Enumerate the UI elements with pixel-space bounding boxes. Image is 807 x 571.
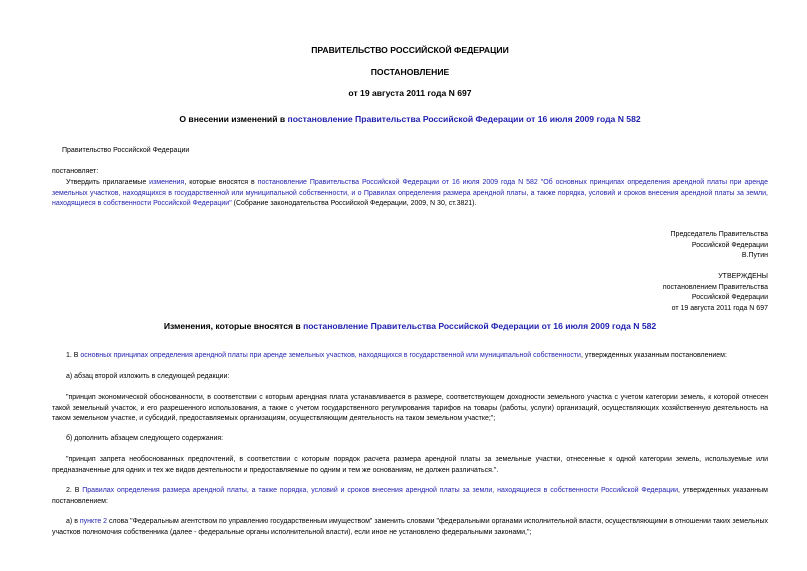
item2-text-b: , утвержденных указанным постановлением:: [52, 487, 768, 505]
p1-text-c: (Собрание законодательства Российской Федерации, 2009, N 30, ст.3821).: [231, 200, 477, 208]
issuer: Правительство Российской Федерации: [62, 147, 190, 154]
item2-link[interactable]: Правилах определения размера арендной платы, а также порядка, условий и сроков внесения арендной платы за земли, находящиеся в собственности Российской Федерации: [82, 487, 679, 494]
item2a-text-a: а) в: [66, 518, 80, 525]
item-2a: [52, 517, 768, 538]
doc-type-heading: ПОСТАНОВЛЕНИЕ: [370, 67, 450, 77]
item2a-link[interactable]: пункте 2: [79, 518, 108, 525]
doc-date: от 19 августа 2011 года N 697: [348, 88, 472, 98]
p1-text-b: , которые вносятся в: [184, 179, 258, 186]
quote-1: "принцип экономической обоснованности, в соответствии с которым арендная плата устанавливается в размере, соответствующем доходности земельного участка с учетом категории земель, к которой отнесен такой земельный участок, и его разрешенного использования, а также с учетом государственного регулирования тарифов на товары (работы, услуги) организаций, осуществляющих хозяйственную деятельность на таком земельном участке, и субсидий, предоставляемых организациям, осуществляющим деятельность на таком земельном участке;";: [52, 394, 768, 423]
decides: постановляет:: [52, 168, 99, 175]
approved-line-4: от 19 августа 2011 года N 697: [671, 304, 768, 312]
signature-line-2: Российской Федерации: [691, 241, 768, 249]
item1-link[interactable]: основных принципах определения арендной платы при аренде земельных участков, находящихся в государственной или муниципальной собственности: [80, 352, 581, 359]
item1-text-a: 1. В: [66, 352, 81, 359]
p1-link-resolution[interactable]: постановление Правительства Российской Федерации от 16 июля 2009 года N 582 "Об основных принципах определения арендной платы при аренде земельных участков, находящихся в государственной или муниципальной собственности, и о Правилах определения размера арендной платы, а также порядка, условий и сроков внесения арендной платы за земли, находящиеся в собственности Российской Федерации": [52, 179, 769, 208]
approved-line-2: постановлением Правительства: [662, 283, 768, 291]
government-heading: ПРАВИТЕЛЬСТВО РОССИЙСКОЙ ФЕДЕРАЦИИ: [311, 45, 509, 55]
changes-title-link[interactable]: постановление Правительства Российской Федерации от 16 июля 2009 года N 582: [303, 321, 657, 331]
changes-title-prefix: Изменения, которые вносятся в: [163, 321, 304, 331]
changes-title: [52, 321, 768, 332]
signature-line-1: Председатель Правительства: [670, 231, 768, 238]
p1-text-a: Утвердить прилагаемые: [66, 179, 150, 186]
doc-title-link[interactable]: постановление Правительства Российской Федерации от 16 июля 2009 года N 582: [287, 114, 641, 124]
item-1a: а) абзац второй изложить в следующей редакции:: [66, 373, 230, 380]
doc-title-prefix: О внесении изменений в: [179, 114, 288, 124]
approved-block: [468, 272, 768, 314]
approved-line-3: Российской Федерации: [691, 294, 768, 302]
p1-link-changes[interactable]: изменения: [149, 179, 185, 186]
item-1b: б) дополнить абзацем следующего содержания:: [66, 435, 224, 442]
doc-title: [52, 114, 768, 125]
item1-text-b: , утвержденных указанным постановлением:: [580, 352, 727, 359]
item-1: [52, 351, 768, 362]
item2-text-a: 2. В: [66, 487, 83, 494]
item-2: [52, 486, 768, 507]
signature-block: [468, 230, 768, 262]
approved-line-1: УТВЕРЖДЕНЫ: [718, 273, 768, 280]
signature-line-3: В.Путин: [741, 252, 768, 260]
item2a-text-b: слова "Федеральным агентством по управлению государственным имуществом" заменить словами "федеральными органами исполнительной власти, осуществляющими в отношении таких земельных участков полномочия собственника (далее - федеральные органы исполнительной власти), если иное не установлено федеральными законами,";: [52, 518, 768, 536]
quote-2: "принцип запрета необоснованных предпочтений, в соответствии с которым порядок расчета размера арендной платы за земельные участки, отнесенные к одной категории земель, используемые или предназначенные для одних и тех же видов деятельности и предоставляемые по одним и тем же основаниям, не должен различаться.".: [52, 456, 768, 474]
paragraph-1: [52, 178, 768, 210]
